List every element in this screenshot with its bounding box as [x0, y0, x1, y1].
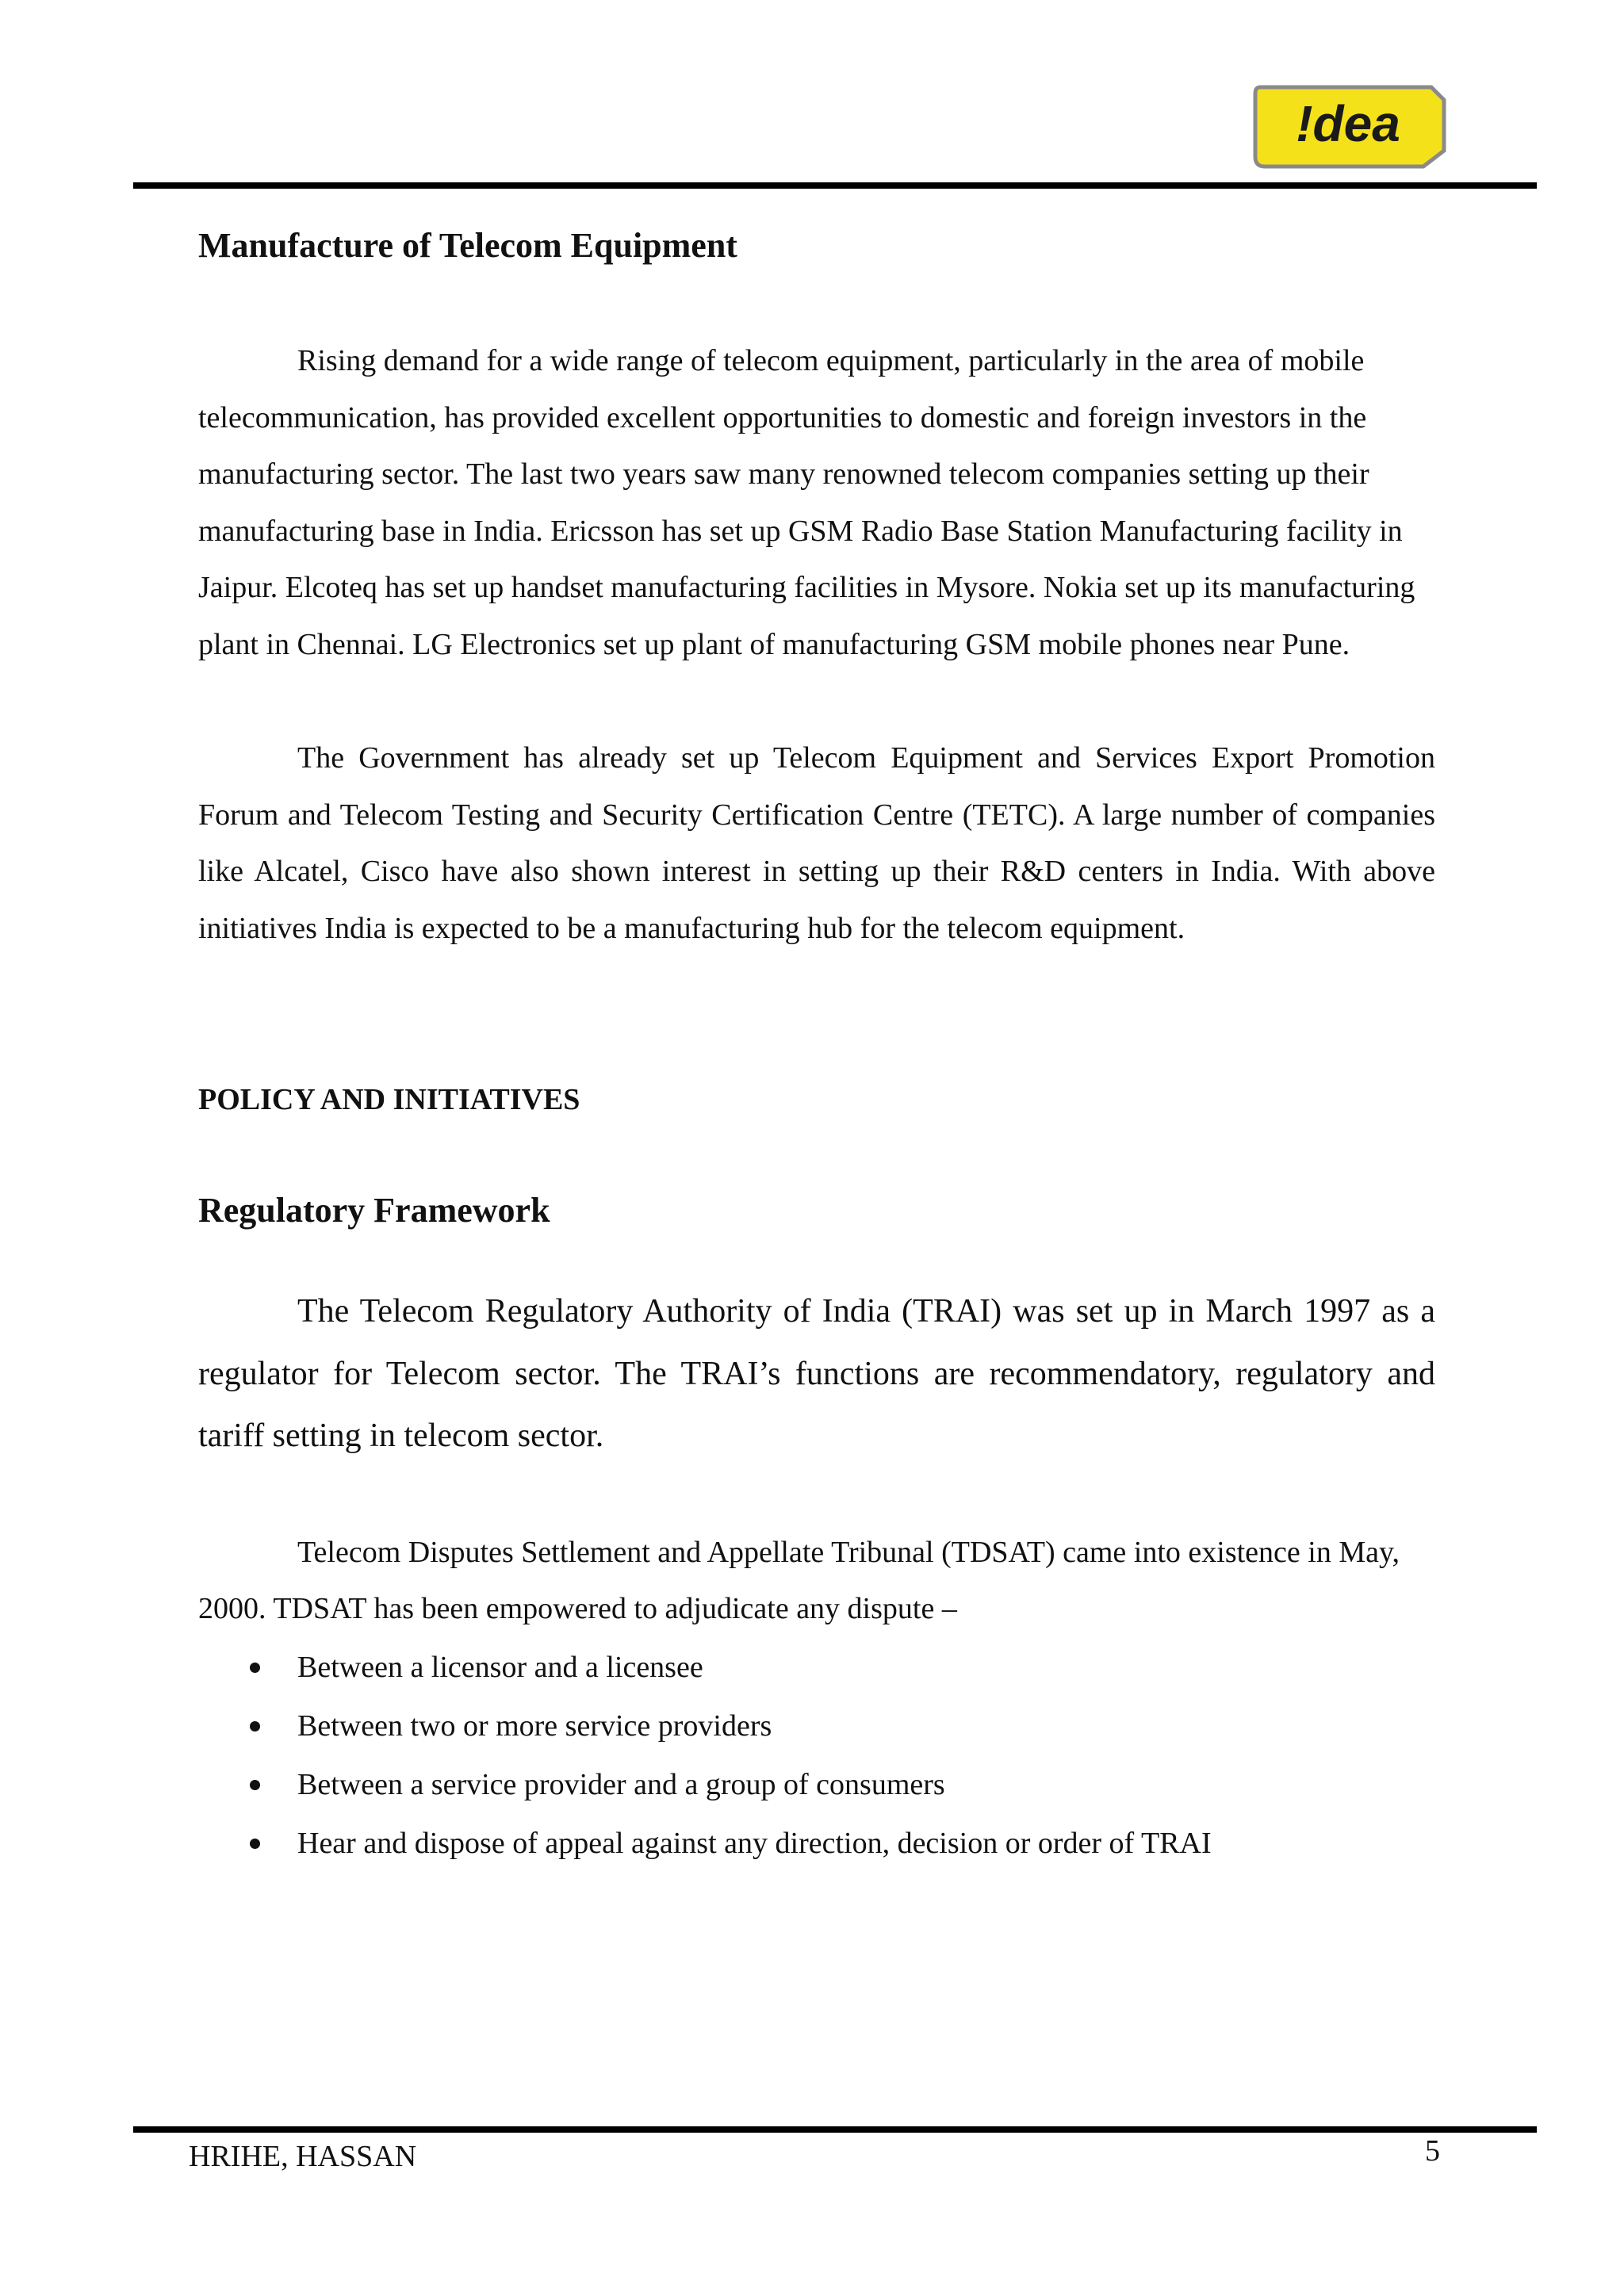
list-item: [198, 1638, 1435, 1697]
bullet-icon: [250, 1839, 260, 1849]
idea-logo-graphic: [1241, 70, 1463, 177]
bullet-icon: [250, 1721, 260, 1732]
list-item: [198, 1697, 1435, 1755]
page-number: 5: [1425, 2134, 1440, 2168]
header-rule: [133, 182, 1537, 189]
footer-institution: HRIHE, HASSAN: [189, 2140, 417, 2173]
manufacture-paragraph-2: The Government has already set up Telecom Equipment and Services Export Promotion Forum and Telecom Testing and Security Certification Centre (TETC). A large number of companies like Alcatel, Cisco have also shown interest in setting up their R&D centers in India. With above initiatives India is expected to be a manufacturing hub for the telecom equipment.: [198, 741, 1435, 945]
page-content: [198, 214, 1435, 1873]
list-item: [198, 1814, 1435, 1873]
bullet-icon: [250, 1663, 260, 1673]
list-item-text: Between two or more service providers: [297, 1709, 772, 1743]
manufacture-paragraph-1: Rising demand for a wide range of telecom equipment, particularly in the area of mobile telecommunication, has provided excellent opportunities to domestic and foreign investors in the manufacturing sector. The last two years saw many renowned telecom companies setting up their manufacturing base in India. Ericsson has set up GSM Radio Base Station Manufacturing facility in Jaipur. Elcoteq has set up handset manufacturing facilities in Mysore. Nokia set up its manufacturing plant in Chennai. LG Electronics set up plant of manufacturing GSM mobile phones near Pune.: [198, 344, 1415, 661]
policy-heading: POLICY AND INITIATIVES: [198, 1083, 580, 1116]
regulatory-paragraph-1: The Telecom Regulatory Authority of India (TRAI) was set up in March 1997 as a regulator for Telecom sector. The TRAI’s functions are recommendatory, regulatory and tariff setting in telecom sector.: [198, 1293, 1435, 1454]
idea-logo-wordmark: !dea: [1296, 95, 1400, 152]
section-title-regulatory: Regulatory Framework: [198, 1191, 550, 1230]
list-item-text: Between a licensor and a licensee: [297, 1650, 703, 1684]
idea-logo: [1241, 70, 1463, 177]
list-item: [198, 1755, 1435, 1814]
regulatory-paragraph-2: Telecom Disputes Settlement and Appellate Tribunal (TDSAT) came into existence in May, 2000. TDSAT has been empowered to adjudicate any dispute –: [198, 1535, 1400, 1625]
dispute-list: [198, 1638, 1435, 1873]
list-item-text: Hear and dispose of appeal against any direction, decision or order of TRAI: [297, 1826, 1212, 1860]
footer-rule: [133, 2126, 1537, 2133]
list-item-text: Between a service provider and a group of consumers: [297, 1767, 945, 1801]
bullet-icon: [250, 1780, 260, 1790]
section-title-manufacture: Manufacture of Telecom Equipment: [198, 226, 737, 265]
